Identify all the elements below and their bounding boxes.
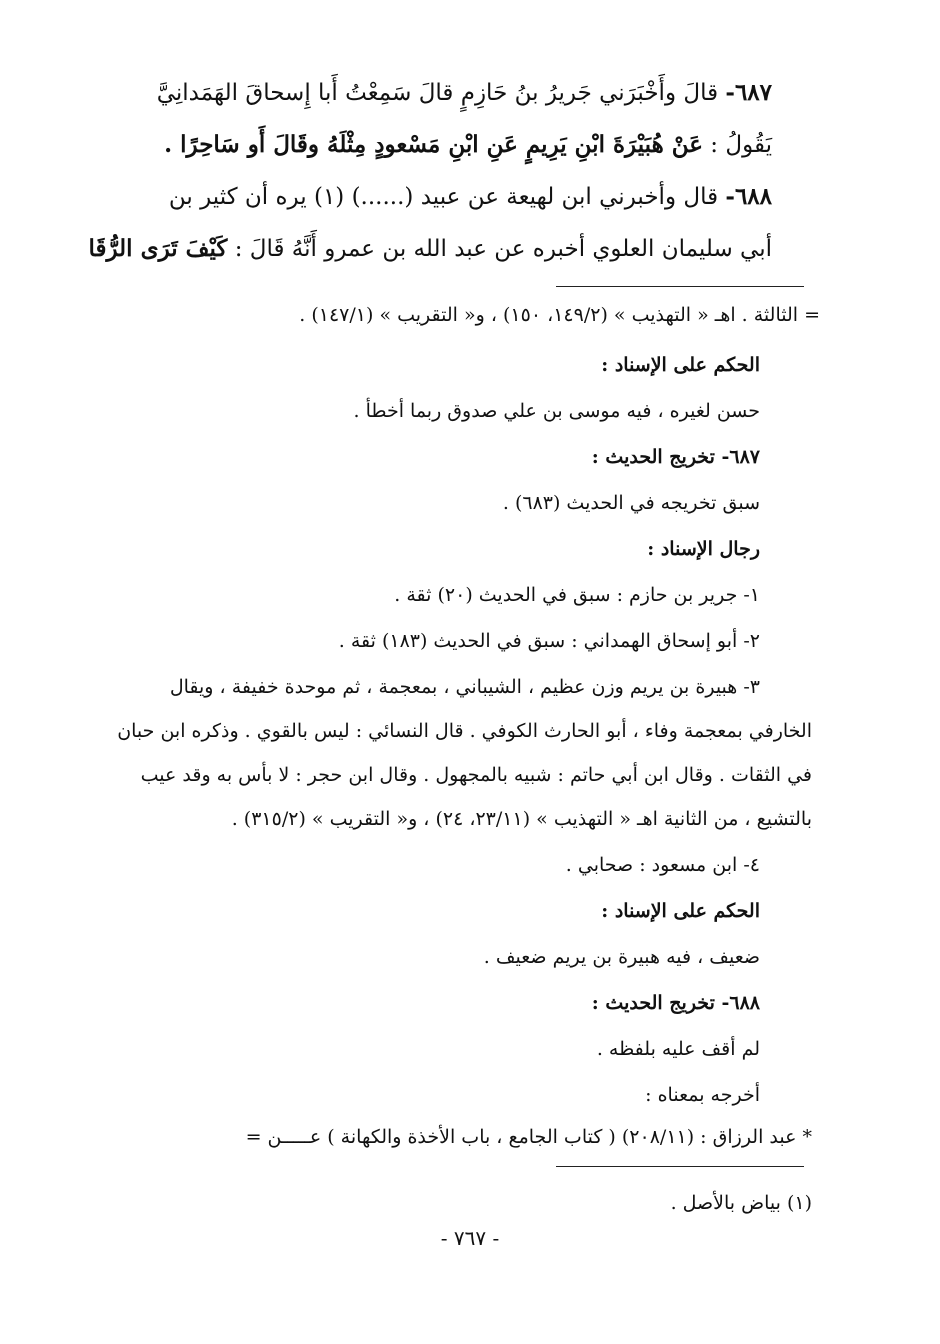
narrator-2: ٢- أبو إسحاق الهمداني : سبق في الحديث (١٨٣) ثقة . [338, 630, 760, 652]
heading-takhrij-688: ٦٨٨- تخريج الحديث : [591, 992, 760, 1014]
page-number: - ٧٦٧ - [440, 1226, 500, 1250]
commentary-takhrij-687: سبق تخريجه في الحديث (٦٨٣) . [502, 492, 760, 514]
narrator-3-line-3: في الثقات . وقال ابن أبي حاتم : شبيه بالمجهول . وقال ابن حجر : لا بأس به وقد عيب [140, 764, 812, 786]
hadith-688-line-2 [88, 234, 772, 264]
main-text-separator [556, 286, 804, 287]
hadith-687-number: ٦٨٧- [725, 79, 772, 106]
heading-ruling-2: الحكم على الإسناد : [601, 900, 760, 922]
heading-takhrij-687: ٦٨٧- تخريج الحديث : [591, 446, 760, 468]
narrator-3-line-4: بالتشيع ، من الثانية اهـ « التهذيب » (٢٣/١١، ٢٤) ، و« التقريب » (٣١٥/٢) . [231, 808, 812, 830]
hadith-688-quote: كَيْفَ تَرَى الرُّقَا [88, 235, 228, 262]
hadith-687-lead: يَقُولُ : [710, 132, 772, 158]
commentary-meaning-intro: أخرجه بمعناه : [645, 1084, 760, 1106]
narrator-1: ١- جرير بن حازم : سبق في الحديث (٢٠) ثقة . [394, 584, 760, 606]
commentary-takhrij-688: لم أقف عليه بلفظه . [596, 1038, 760, 1060]
hadith-687-line-2 [164, 130, 772, 160]
narrator-4: ٤- ابن مسعود : صحابي . [565, 854, 760, 876]
hadith-688-plain: أبي سليمان العلوي أخبره عن عبد الله بن عمرو أَنَّهُ قَالَ : [234, 236, 772, 262]
hadith-687-text: قالَ وأَخْبَرَني جَريرُ بنُ حَازِمٍ قالَ سَمِعْتُ أَبا إِسحاقَ الهَمَدانِيَّ [156, 80, 719, 106]
commentary-source-abdurrazzaq: * عبد الرزاق : (٢٠٨/١١) ( كتاب الجامع ، باب الأخذة والكهانة ) عـــــن = [245, 1126, 812, 1148]
narrator-3-line-1: ٣- هبيرة بن يريم وزن عظيم ، الشيباني ، بمعجمة ، ثم موحدة خفيفة ، ويقال [169, 676, 760, 698]
commentary-ruling-2: ضعيف ، فيه هبيرة بن يريم ضعيف . [483, 946, 760, 968]
hadith-688-text: قال وأخبرني ابن لهيعة عن عبيد (......) (١) يره أن كثير بن [168, 184, 719, 210]
commentary-continuation: = الثالثة . اهـ « التهذيب » (١٤٩/٢، ١٥٠) ، و« التقريب » (١٤٧/١) . [299, 304, 820, 326]
heading-ruling-1: الحكم على الإسناد : [601, 354, 760, 376]
heading-narrators: رجال الإسناد : [647, 538, 760, 560]
commentary-ruling-1: حسن لغيره ، فيه موسى بن علي صدوق ربما أخطأ . [353, 400, 760, 422]
footnote-separator [556, 1166, 804, 1167]
footnote-1: (١) بياض بالأصل . [670, 1192, 812, 1214]
hadith-688-number: ٦٨٨- [725, 183, 772, 210]
hadith-687-line-1 [157, 78, 772, 108]
narrator-3-line-2: الخارفي بمعجمة وفاء ، أبو الحارث الكوفي . قال النسائي : ليس بالقوي . وذكره ابن حبان [117, 720, 812, 742]
hadith-688-line-1 [169, 182, 772, 212]
hadith-687-quote: عَنْ هُبَيْرَةَ ابْنِ يَرِيمٍ عَنِ ابْنِ مَسْعودٍ مِثْلَهُ وقَالَ أَو سَاحِرًا . [164, 131, 703, 158]
